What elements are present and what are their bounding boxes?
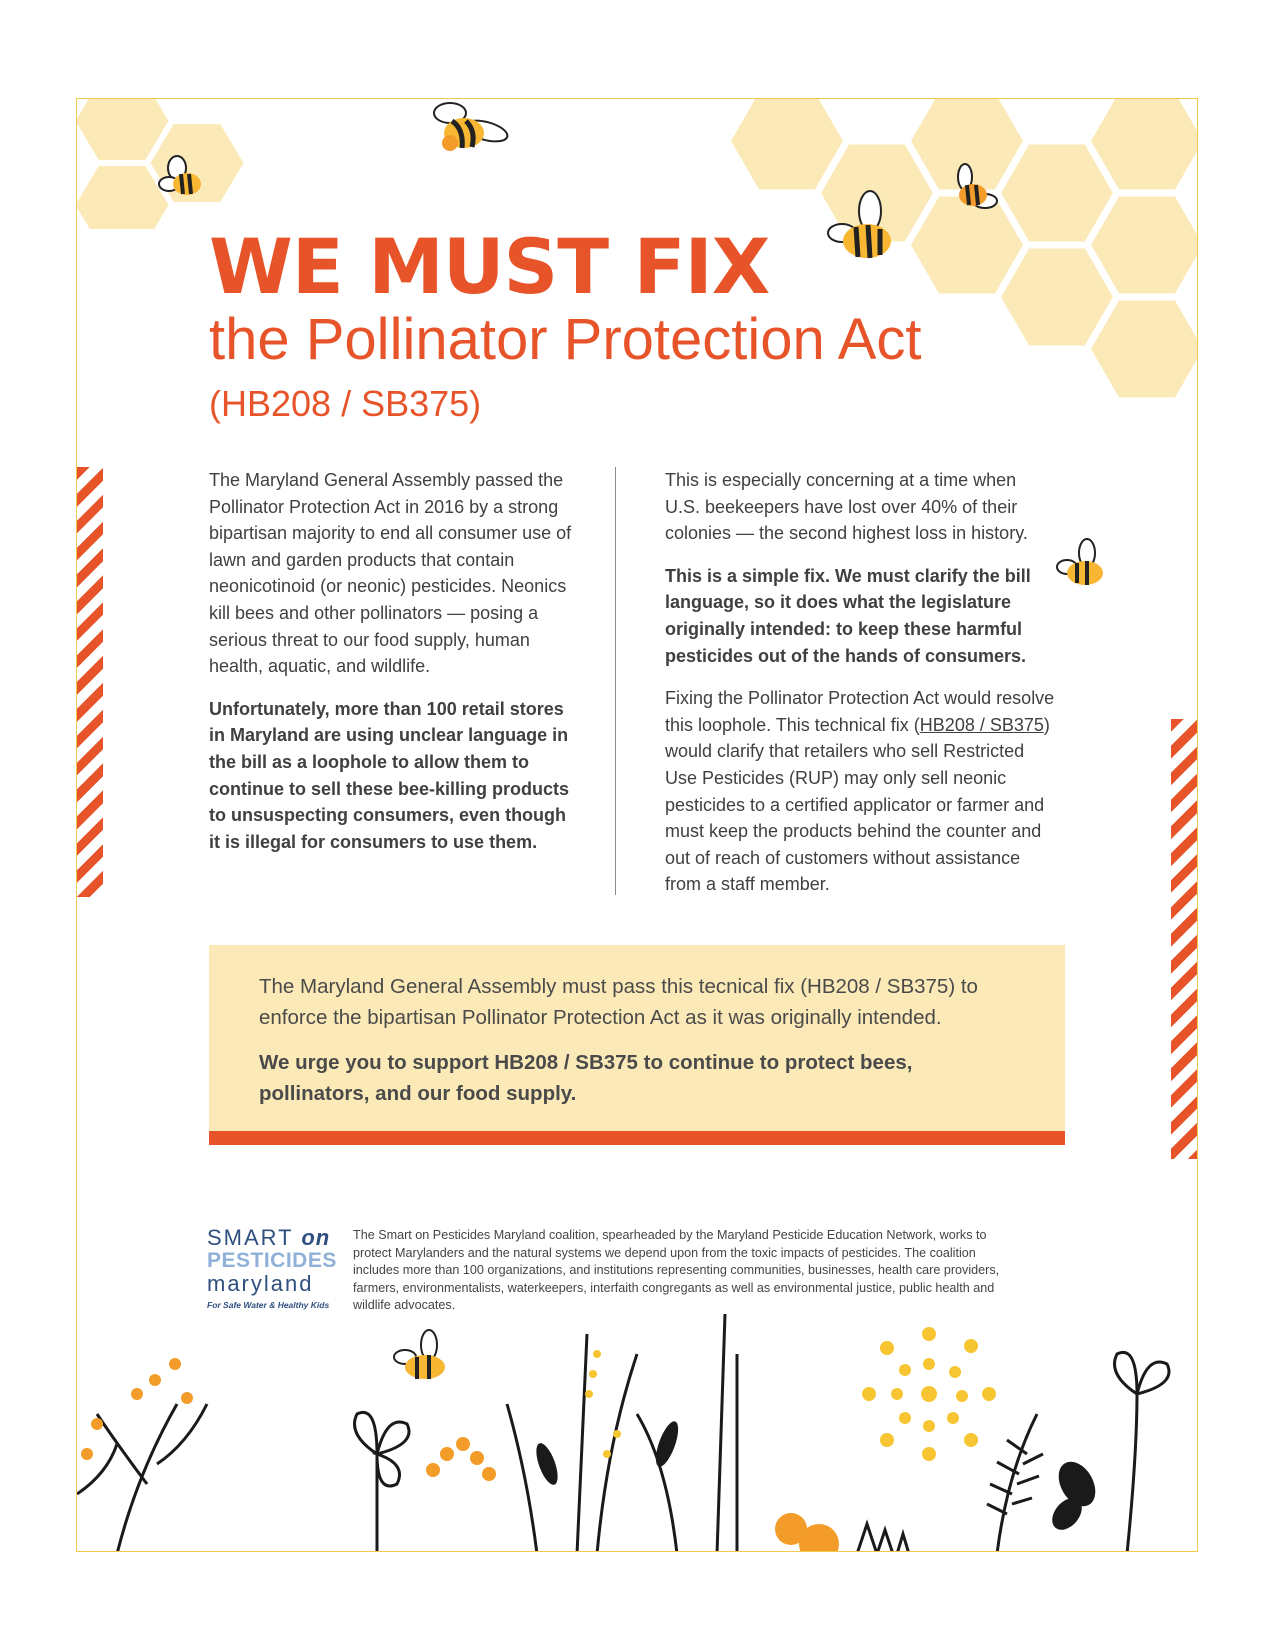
logo-tagline: For Safe Water & Healthy Kids bbox=[207, 1300, 330, 1310]
page-frame bbox=[76, 98, 1198, 1552]
callout-line-1: The Maryland General Assembly must pass this tecnical fix (HB208 / SB375) to enforce the bipartisan Pollinator Protection Act as it was originally intended. bbox=[259, 975, 978, 1029]
right-paragraph-3-after: ) would clarify that retailers who sell Restricted Use Pesticides (RUP) may only sell neonic pesticides to a certified applicator or farmer and must keep the products behind the counter and out of reach of customers without assistance from a staff member. bbox=[665, 714, 1050, 895]
logo-smart-on bbox=[207, 1226, 337, 1250]
bee-icon bbox=[1055, 537, 1115, 597]
logo-smart: SMART bbox=[207, 1225, 294, 1250]
right-column bbox=[665, 467, 1055, 914]
right-paragraph-2: This is a simple fix. We must clarify the bill language, so it does what the legislature originally intended: to keep these harmful pesticides out of the hands of consumers. bbox=[665, 565, 1031, 666]
bee-icon bbox=[157, 154, 217, 204]
logo-on: on bbox=[301, 1225, 331, 1250]
bee-icon bbox=[822, 189, 912, 274]
callout-line-2: We urge you to support HB208 / SB375 to continue to protect bees, pollinators, and our food supply. bbox=[259, 1051, 913, 1105]
logo-pesticides: PESTICIDES bbox=[207, 1249, 337, 1272]
stripes-left bbox=[77, 467, 103, 897]
left-paragraph-2: Unfortunately, more than 100 retail stores in Maryland are using unclear language in the bill as a loophole to allow them to continue to sell these bee-killing products to unsuspecting consumers, even though it is illegal for consumers to use them. bbox=[209, 698, 570, 852]
page-subtitle: the Pollinator Protection Act bbox=[209, 307, 922, 372]
bee-icon bbox=[947, 161, 1007, 221]
right-paragraph-3 bbox=[665, 685, 1055, 898]
right-paragraph-1: This is especially concerning at a time when U.S. beekeepers have lost over 40% of their colonies — the second highest loss in history. bbox=[665, 470, 1028, 544]
flower-illustration bbox=[77, 1294, 1198, 1552]
left-paragraph-1: The Maryland General Assembly passed the Pollinator Protection Act in 2016 by a strong bipartisan majority to end all consumer use of lawn and garden products that contain neonicotinoid (or neonic) pesticides. Neonics kill bees and other pollinators — posing a serious threat to our food supply, human health, aquatic, and wildlife. bbox=[209, 470, 572, 677]
page-title: WE MUST FIX bbox=[209, 222, 770, 311]
logo-maryland: maryland bbox=[207, 1271, 314, 1296]
stripes-right bbox=[1171, 719, 1197, 1159]
callout-box bbox=[209, 945, 1065, 1145]
column-divider bbox=[615, 467, 616, 895]
bill-link[interactable]: HB208 / SB375 bbox=[919, 714, 1044, 735]
bill-number: (HB208 / SB375) bbox=[209, 383, 482, 424]
right-paragraph-3-before: Fixing the Pollinator Protection Act would resolve this loophole. This technical fix ( bbox=[665, 688, 1055, 735]
bee-icon bbox=[422, 98, 522, 163]
coalition-description: The Smart on Pesticides Maryland coalition, spearheaded by the Maryland Pesticide Education Network, works to protect Marylanders and the natural systems we depend upon from the toxic impacts of pesticides. The coalition includes more than 100 organizations, and institutions representing communities, businesses, health care providers, farmers, environmentalists, waterkeepers, interfaith congregants as well as environmental justice, public health and wildlife advocates. bbox=[353, 1228, 1000, 1313]
left-column bbox=[209, 467, 581, 871]
